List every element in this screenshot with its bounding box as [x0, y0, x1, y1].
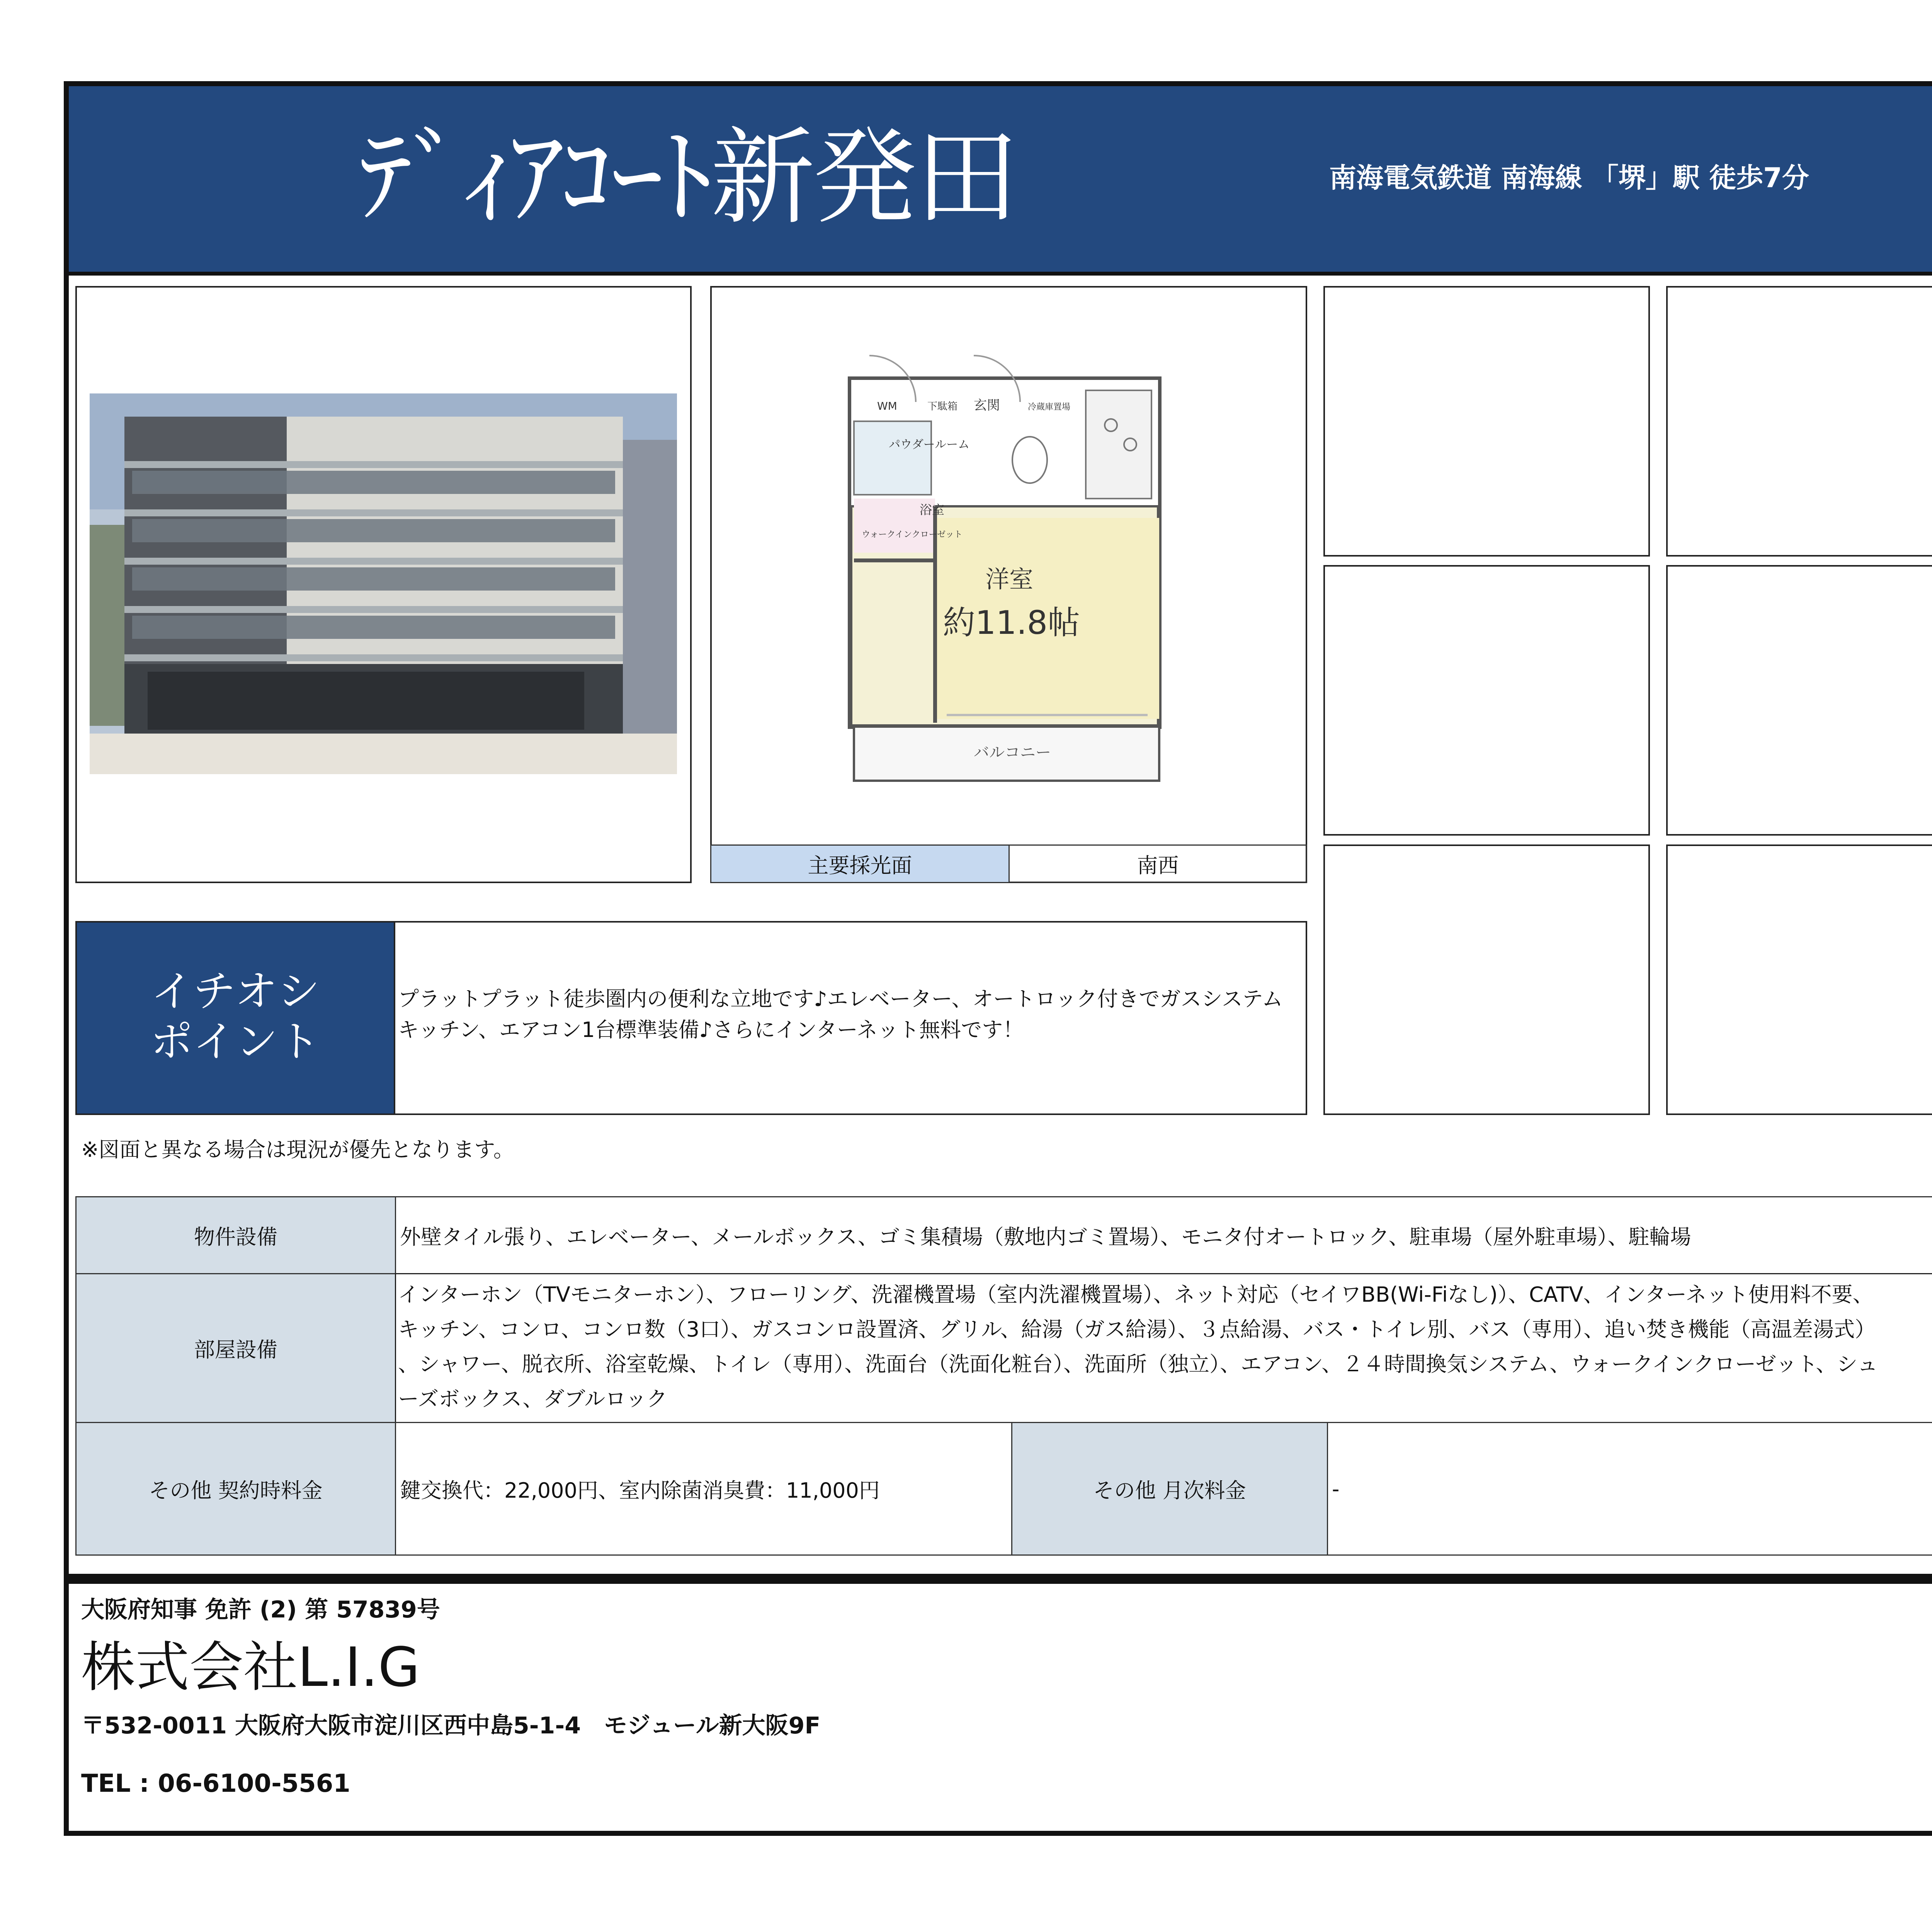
floorplan-label-balcony: バルコニー — [974, 744, 1051, 761]
floorplan-label-powder: パウダールーム — [889, 438, 970, 451]
building-facilities-value: 外壁タイル張り、エレベーター、メールボックス、ゴミ集積場（敷地内ゴミ置場）、モニタ付オートロック、駐車場（屋外駐車場）、駐輪場 — [395, 1196, 1932, 1274]
lighting-label: 主要採光面 — [710, 844, 1010, 883]
floorplan-drawing — [846, 332, 1171, 788]
other-contract-fee-value: 鍵交換代：22,000円、室内除菌消臭費：11,000円 — [395, 1422, 1012, 1556]
building-exterior-photo — [90, 393, 677, 774]
room-facilities-line: キッチン、コンロ、コンロ数（3口）、ガスコンロ設置済、グリル、給湯（ガス給湯）、３点給湯、バス・トイレ別、バス（専用）、追い焚き機能（高温差湯式） — [398, 1317, 1876, 1342]
floorplan-label-room: 洋室 — [985, 565, 1034, 593]
highlight-divider — [394, 923, 395, 1113]
floorplan-label-fridge: 冷蔵庫置場 — [1028, 402, 1071, 412]
property-name: ﾃﾞｨｱｺｰﾄ新発田 — [359, 117, 1017, 238]
company-address: 〒532-0011 大阪府大阪市淀川区西中島5-1-4 モジュール新大阪9F — [81, 1712, 821, 1739]
photo-slot — [1323, 844, 1650, 1115]
room-facilities-line: ーズボックス、ダブルロック — [398, 1387, 668, 1411]
disclaimer-note: ※図面と異なる場合は現況が優先となります。 — [81, 1137, 514, 1162]
other-contract-fee-label: その他 契約時料金 — [75, 1422, 396, 1556]
floorplan-label-shoe: 下駄箱 — [927, 401, 958, 412]
lighting-value: 南西 — [1009, 844, 1307, 883]
floorplan-label-wm: WM — [877, 400, 897, 412]
other-monthly-fee-value: - — [1327, 1422, 1932, 1556]
room-facilities-line: 、シャワー、脱衣所、浴室乾燥、トイレ（専用）、洗面台（洗面化粧台）、洗面所（独立）、エアコン、２４時間換気システム、ウォークインクローゼット、シュ — [398, 1352, 1878, 1376]
photo-slot — [1666, 565, 1932, 836]
license-number: 大阪府知事 免許 (2) 第 57839号 — [81, 1596, 440, 1623]
floorplan-label-closet: ウォークインクローゼット — [862, 530, 963, 540]
station-access: 南海電気鉄道 南海線 「堺」駅 徒歩7分 — [1329, 162, 1809, 194]
photo-slot — [1666, 286, 1932, 557]
building-facilities-label: 物件設備 — [75, 1196, 396, 1274]
photo-slot — [1323, 286, 1650, 557]
room-facilities-label: 部屋設備 — [75, 1273, 396, 1423]
floorplan-label-entrance: 玄関 — [974, 398, 1000, 413]
highlight-title-line2: ポイント — [150, 1017, 320, 1066]
company-tel: TEL : 06-6100-5561 — [81, 1769, 350, 1798]
room-facilities-line: インターホン（TVモニターホン）、フローリング、洗濯機置場（室内洗濯機置場）、ネット対応（セイワBB(Wi-Fiなし)）、CATV、インターネット使用料不要、 — [398, 1282, 1874, 1307]
photo-slot — [1323, 565, 1650, 836]
highlight-title-line1: イチオシ — [151, 967, 320, 1016]
other-monthly-fee-label: その他 月次料金 — [1011, 1422, 1328, 1556]
floorplan-label-room-size: 約11.8帖 — [943, 604, 1080, 642]
highlight-text: プラットプラット徒歩圏内の便利な立地です♪エレベーター、オートロック付きでガスシステムキッチン、エアコン1台標準装備♪さらにインターネット無料です！ — [398, 987, 1283, 1042]
photo-slot — [1666, 844, 1932, 1115]
company-name: 株式会社L.I.G — [81, 1636, 420, 1699]
floorplan-label-bath: 浴室 — [920, 502, 945, 517]
